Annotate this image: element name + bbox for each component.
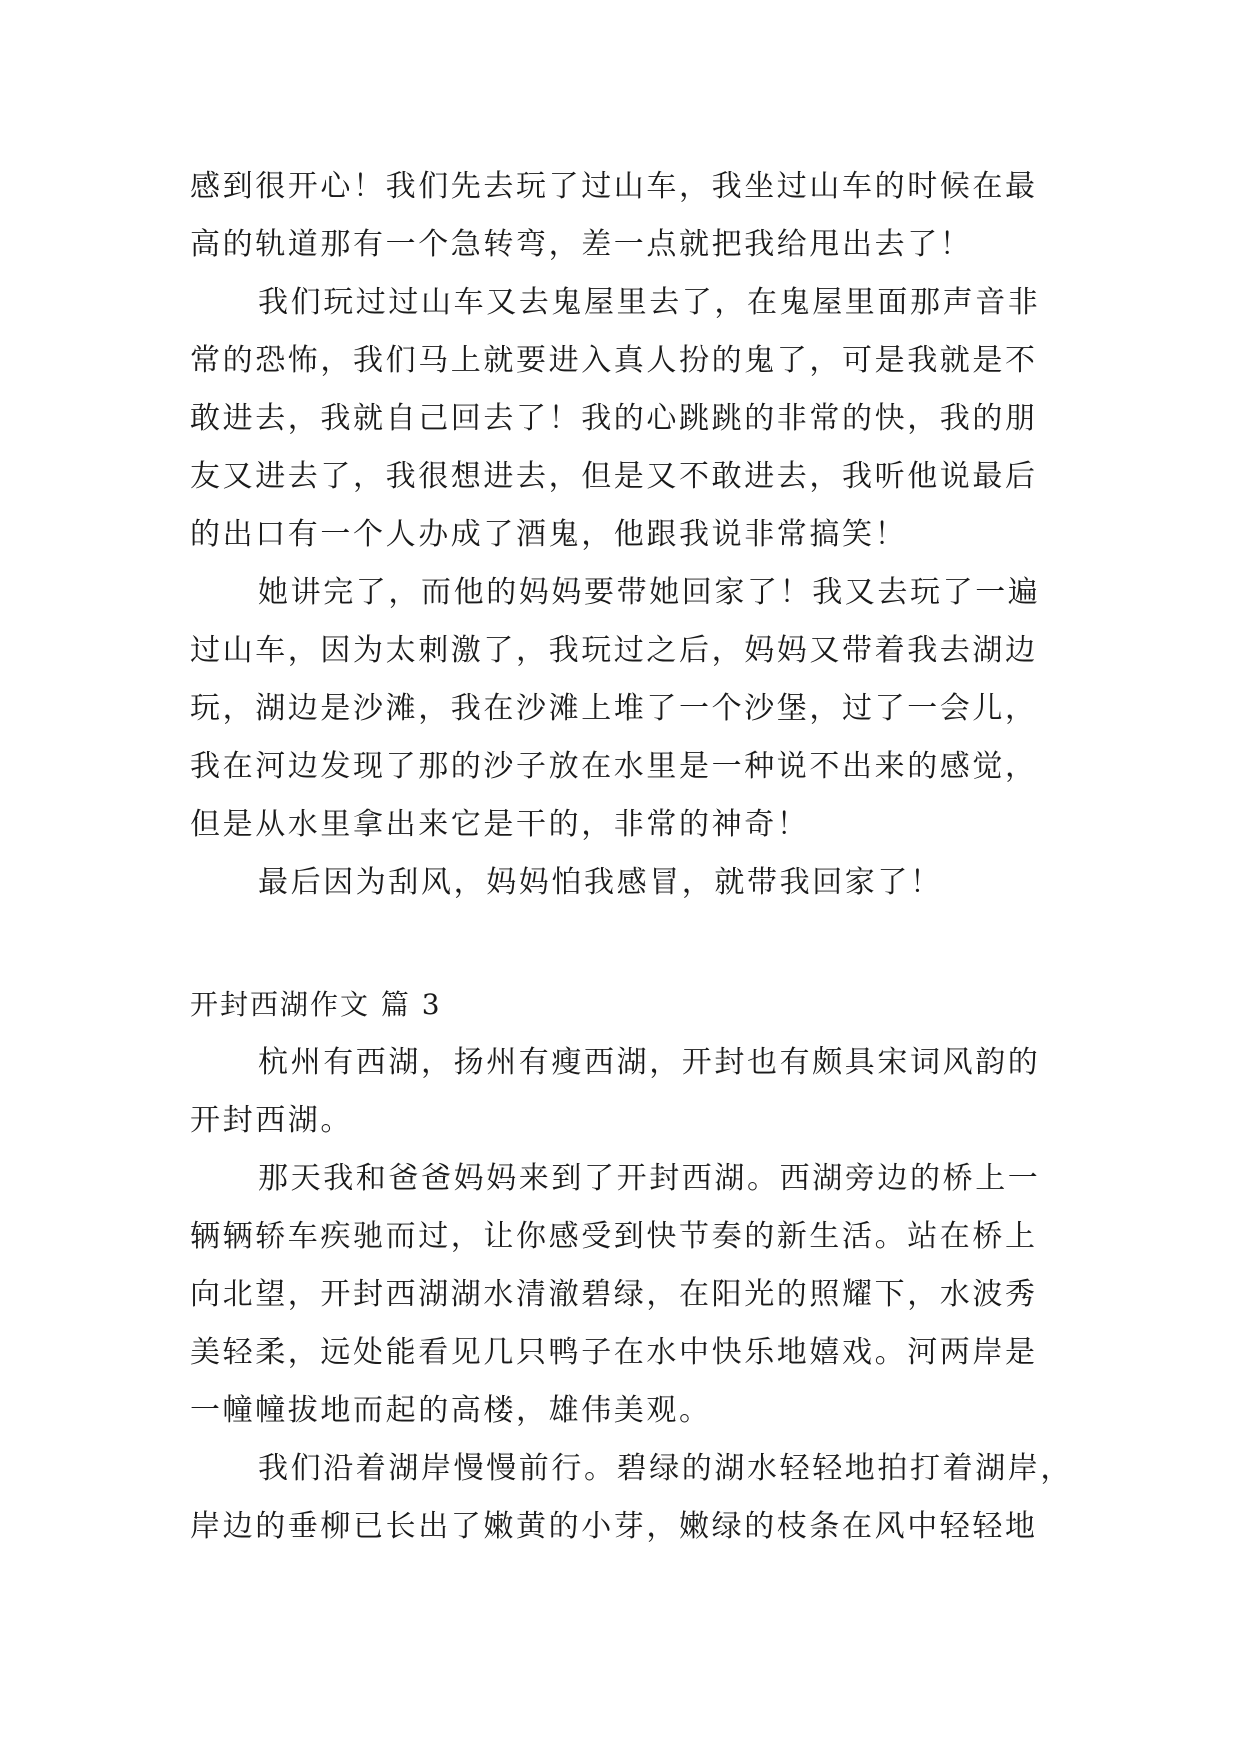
text-line: 敢进去，我就自己回去了！我的心跳跳的非常的快，我的朋: [190, 401, 1038, 436]
text-line: 向北望，开封西湖湖水清澈碧绿，在阳光的照耀下，水波秀: [190, 1277, 1038, 1312]
text-line: 我们沿着湖岸慢慢前行。碧绿的湖水轻轻地拍打着湖岸，: [258, 1451, 1073, 1486]
text-line: 岸边的垂柳已长出了嫩黄的小芽，嫩绿的枝条在风中轻轻地: [190, 1509, 1038, 1544]
text-line: 她讲完了，而他的妈妈要带她回家了！我又去玩了一遍: [258, 575, 1041, 610]
text-line: 杭州有西湖，扬州有瘦西湖，开封也有颇具宋词风韵的: [258, 1045, 1041, 1080]
text-line: 友又进去了，我很想进去，但是又不敢进去，我听他说最后: [190, 459, 1038, 494]
text-line: 常的恐怖，我们马上就要进入真人扮的鬼了，可是我就是不: [190, 343, 1038, 378]
text-line: 但是从水里拿出来它是干的，非常的神奇！: [190, 807, 810, 842]
text-line: 感到很开心！我们先去玩了过山车，我坐过山车的时候在最: [190, 169, 1038, 204]
text-line: 一幢幢拔地而起的高楼，雄伟美观。: [190, 1393, 712, 1428]
text-line: 美轻柔，远处能看见几只鸭子在水中快乐地嬉戏。河两岸是: [190, 1335, 1038, 1370]
document-body: [190, 158, 1073, 1556]
paragraph: [190, 854, 1060, 912]
text-line: 辆辆轿车疾驰而过，让你感受到快节奏的新生活。站在桥上: [190, 1219, 1038, 1254]
paragraph: [190, 1034, 1060, 1150]
text-line: 开封西湖。: [190, 1103, 353, 1138]
text-line: 的出口有一个人办成了酒鬼，他跟我说非常搞笑！: [190, 517, 908, 552]
paragraph: [190, 564, 1060, 854]
section-heading: 开封西湖作文 篇 3: [190, 988, 442, 1021]
text-line: 最后因为刮风，妈妈怕我感冒，就带我回家了！: [258, 865, 943, 900]
text-line: 我们玩过过山车又去鬼屋里去了，在鬼屋里面那声音非: [258, 285, 1041, 320]
text-line: 那天我和爸爸妈妈来到了开封西湖。西湖旁边的桥上一: [258, 1161, 1041, 1196]
paragraph-continued: [190, 158, 1060, 274]
text-line: 我在河边发现了那的沙子放在水里是一种说不出来的感觉，: [190, 749, 1038, 784]
text-line: 高的轨道那有一个急转弯，差一点就把我给甩出去了！: [190, 227, 973, 262]
section-spacer: [190, 912, 1060, 976]
paragraph: [190, 1150, 1060, 1440]
text-line: 过山车，因为太刺激了，我玩过之后，妈妈又带着我去湖边: [190, 633, 1038, 668]
paragraph: [190, 274, 1060, 564]
text-line: 玩，湖边是沙滩，我在沙滩上堆了一个沙堡，过了一会儿，: [190, 691, 1038, 726]
paragraph: [190, 1440, 1073, 1556]
